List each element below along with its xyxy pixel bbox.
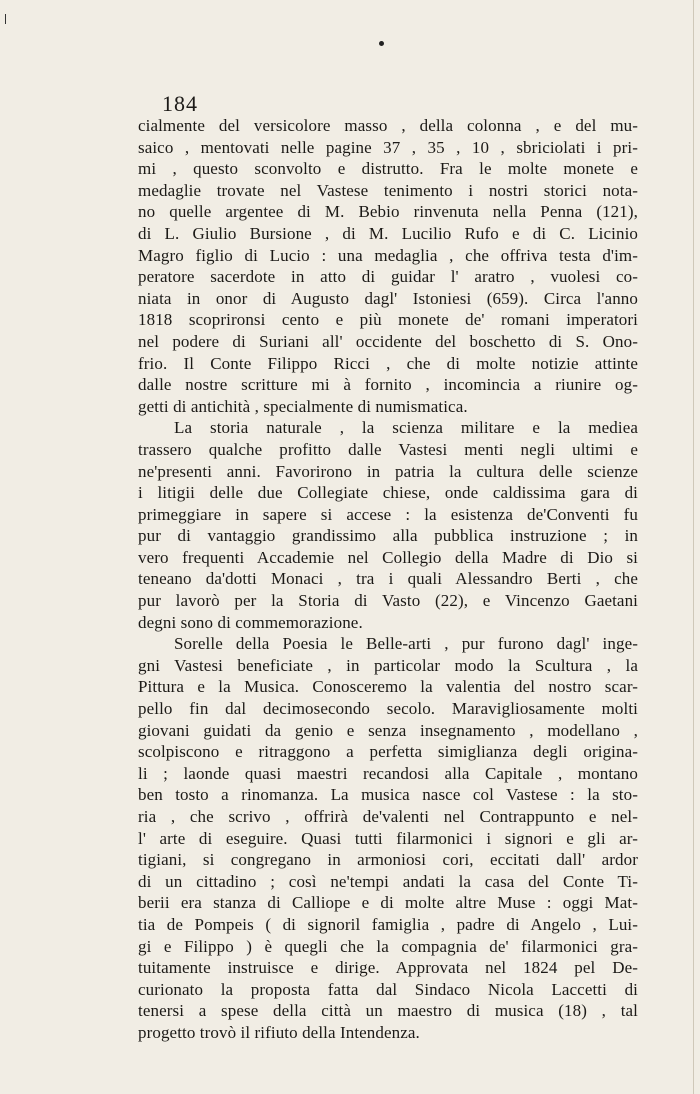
text-line: berii era stanza di Calliope e di molte altre Muse : oggi Mat- (138, 893, 638, 913)
text-line: Pittura e la Musica. Conosceremo la valentia del nostro scar- (138, 677, 638, 697)
text-line: di un cittadino ; così ne'tempi andati la casa del Conte Ti- (138, 871, 638, 891)
ink-dot (379, 41, 384, 46)
text-line: ria , che scrivo , offrirà de'valenti nel Contrappunto e nel- (138, 807, 638, 826)
text-line: niata in onor di Augusto dagl' Istoniesi (659). Circa l'anno (138, 288, 638, 308)
text-line: tuitamente instruisce e dirige. Approvata nel 1824 pel De- (138, 958, 638, 978)
page-number: 184 (162, 91, 198, 116)
text-line: ben tosto a rinomanza. La musica nasce col Vastese : la sto- (138, 785, 638, 805)
text-line: ne'presenti anni. Favorirono in patria la cultura delle scienze (138, 461, 638, 481)
text-line: Magro figlio di Lucio : una medaglia , che offriva testa d'im- (138, 245, 638, 265)
text-line: pur lavorò per la Storia di Vasto (22), e Vincenzo Gaetani (138, 591, 638, 611)
text-line: tia de Pompeis ( di signoril famiglia , padre di Angelo , Lui- (138, 914, 638, 934)
margin-mark (5, 14, 6, 24)
text-line: gi e Filippo ) è quegli che la compagnia de' filarmonici gra- (138, 936, 638, 956)
text-line: primeggiare in sapere si accese : la esistenza de'Conventi fu (138, 504, 638, 524)
text-line: trassero qualche profitto dalle Vastesi menti negli ultimi e (138, 439, 638, 459)
text-line: peratore sacerdote in atto di guidar l' aratro , vuolesi co- (138, 267, 638, 287)
text-line: no quelle argentee di M. Bebio rinvenuta nella Penna (121), (138, 202, 638, 222)
text-line: tenersi a spese della città un maestro di musica (18) , tal (138, 1001, 638, 1021)
text-line: pur di vantaggio grandissimo alla pubblica instruzione ; in (138, 526, 638, 546)
text-line: mi , questo sconvolto e distrutto. Fra le molte monete e (138, 159, 638, 179)
text-line: curionato la proposta fatta dal Sindaco Nicola Laccetti di (138, 979, 638, 999)
text-line: di L. Giulio Bursione , di M. Lucilio Rufo e di C. Licinio (138, 223, 638, 243)
text-line: getti di antichità , specialmente di numismatica. (138, 396, 468, 416)
body-text (138, 115, 638, 1044)
page-edge (693, 0, 694, 1094)
text-line: saico , mentovati nelle pagine 37 , 35 , 10 , sbriciolati i pri- (138, 137, 638, 157)
text-line: La storia naturale , la scienza militare e la mediea (174, 418, 638, 438)
text-line: frio. Il Conte Filippo Ricci , che di molte notizie attinte (138, 353, 638, 373)
text-line: pello fin dal decimosecondo secolo. Maravigliosamente molti (138, 699, 638, 719)
text-line: degni sono di commemorazione. (138, 612, 363, 632)
text-line: vero frequenti Accademie nel Collegio della Madre di Dio si (138, 547, 638, 567)
text-line: teneano da'dotti Monaci , tra i quali Alessandro Berti , che (138, 569, 638, 589)
text-line: nel podere di Suriani all' occidente del boschetto di S. Ono- (138, 331, 638, 351)
text-line: giovani guidati da genio e senza insegnamento , modellano , (138, 720, 638, 740)
text-line: progetto trovò il rifiuto della Intendenza. (138, 1022, 420, 1042)
text-line: tigiani, si congregano in armoniosi cori, eccitati dall' ardor (138, 850, 638, 870)
text-line: scolpiscono e ritraggono a perfetta simiglianza degli origina- (138, 742, 638, 762)
text-line: Sorelle della Poesia le Belle-arti , pur furono dagl' inge- (174, 634, 638, 654)
text-line: cialmente del versicolore masso , della colonna , e del mu- (138, 116, 638, 135)
text-line: l' arte di eseguire. Quasi tutti filarmonici i signori e gli ar- (138, 828, 638, 848)
text-line: dalle nostre scritture mi à fornito , incomincia a riunire og- (138, 375, 638, 395)
text-line: i litigii delle due Collegiate chiese, onde caldissima gara di (138, 483, 638, 503)
text-line: li ; laonde quasi maestri recandosi alla Capitale , montano (138, 763, 638, 783)
text-line: gni Vastesi beneficiate , in particolar modo la Scultura , la (138, 655, 638, 675)
text-line: 1818 scoprironsi cento e più monete de' romani imperatori (138, 310, 638, 330)
text-line: medaglie trovate nel Vastese tenimento i nostri storici nota- (138, 180, 638, 200)
